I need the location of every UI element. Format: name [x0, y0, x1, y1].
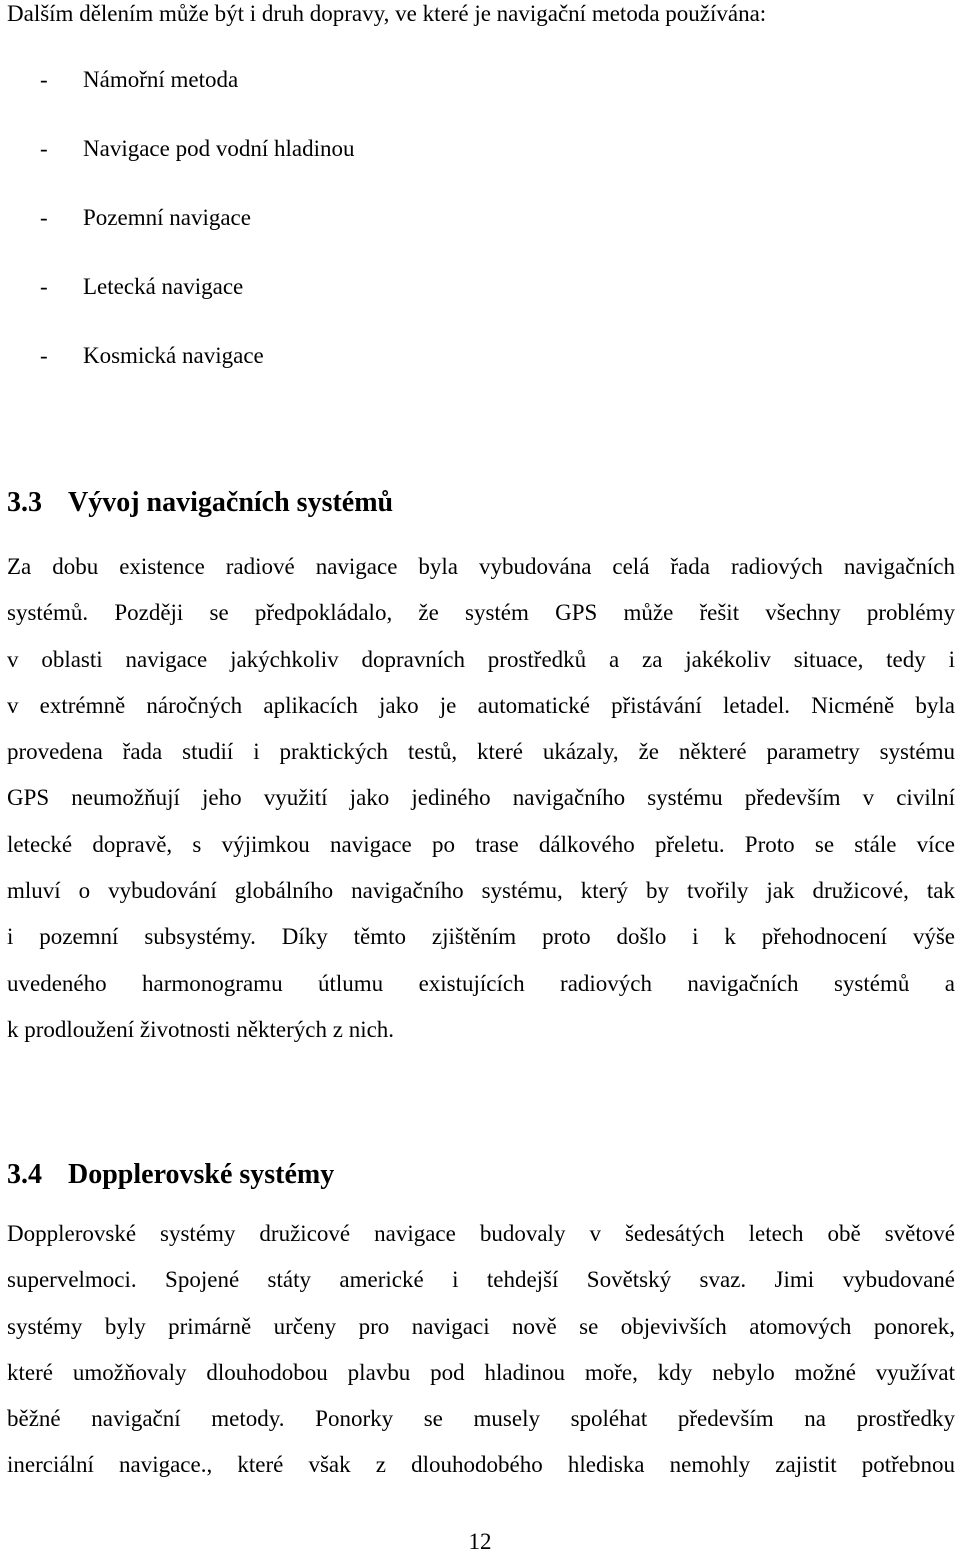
list-item-label: Pozemní navigace	[83, 205, 251, 230]
paragraph-line: systémy byly primárně určeny pro navigaci nově se objevivších atomových ponorek,	[7, 1313, 955, 1339]
list-item-label: Námořní metoda	[83, 67, 239, 92]
list-bullet: -	[40, 343, 48, 368]
page-number: 12	[468, 1529, 492, 1554]
paragraph-line: inerciální navigace., které však z dlouhodobého hlediska nemohly zajistit potřebnou	[7, 1452, 955, 1478]
transport-list	[40, 66, 354, 411]
paragraph-line: letecké dopravě, s výjimkou navigace po trase dálkového přeletu. Proto se stále více	[7, 831, 955, 857]
paragraph-line: v oblasti navigace jakýchkoliv dopravních prostředků a za jakékoliv situace, tedy i	[7, 646, 955, 672]
paragraph-line: k prodloužení životnosti některých z nich.	[7, 1016, 395, 1042]
paragraph-line: GPS neumožňují jeho využití jako jediného navigačního systému především v civilní	[7, 785, 955, 811]
paragraph-line: Dopplerovské systémy družicové navigace budovaly v šedesátých letech obě světové	[7, 1221, 955, 1246]
list-item-label: Letecká navigace	[83, 274, 244, 299]
paragraph-vyvoj	[7, 544, 955, 1053]
paragraph-line: které umožňovaly dlouhodobou plavbu pod hladinou moře, kdy nebylo možné využívat	[7, 1359, 955, 1385]
paragraph-line: systémů. Později se předpokládalo, že systém GPS může řešit všechny problémy	[7, 600, 955, 626]
paragraph-line: uvedeného harmonogramu útlumu existujících radiových navigačních systémů a	[7, 970, 955, 996]
paragraph-line: provedena řada studií i praktických testů, které ukázaly, že některé parametry systému	[7, 739, 955, 765]
paragraph-line: Za dobu existence radiové navigace byla vybudována celá řada radiových navigačních	[7, 554, 955, 579]
paragraph-line: i pozemní subsystémy. Díky těmto zjištěním proto došlo i k přehodnocení výše	[7, 924, 955, 950]
section-number: 3.4	[7, 1159, 42, 1190]
list-item	[40, 342, 354, 411]
section-title: Vývoj navigačních systémů	[68, 487, 394, 518]
list-item	[40, 66, 354, 135]
list-bullet: -	[40, 136, 48, 161]
list-item	[40, 273, 354, 342]
list-bullet: -	[40, 205, 48, 230]
list-item	[40, 204, 354, 273]
intro-text: Dalším dělením může být i druh dopravy, ve které je navigační metoda používána:	[7, 1, 767, 26]
paragraph-line: běžné navigační metody. Ponorky se musely spoléhat především na prostředky	[7, 1406, 955, 1432]
paragraph-line: mluví o vybudování globálního navigačního systému, který by tvořily jak družicové, tak	[7, 878, 955, 904]
paragraph-line: v extrémně náročných aplikacích jako je automatické přistávání letadel. Nicméně byla	[7, 692, 955, 718]
section-number: 3.3	[7, 487, 42, 518]
section-heading-3-4	[7, 1158, 334, 1192]
list-item-label: Kosmická navigace	[83, 343, 264, 368]
list-item-label: Navigace pod vodní hladinou	[83, 136, 355, 161]
paragraph-doppler	[7, 1211, 955, 1489]
section-heading-3-3	[7, 486, 393, 520]
list-bullet: -	[40, 67, 48, 92]
paragraph-line: supervelmoci. Spojené státy americké i tehdejší Sovětský svaz. Jimi vybudované	[7, 1267, 955, 1293]
section-title: Dopplerovské systémy	[68, 1159, 335, 1190]
list-item	[40, 135, 354, 204]
list-bullet: -	[40, 274, 48, 299]
